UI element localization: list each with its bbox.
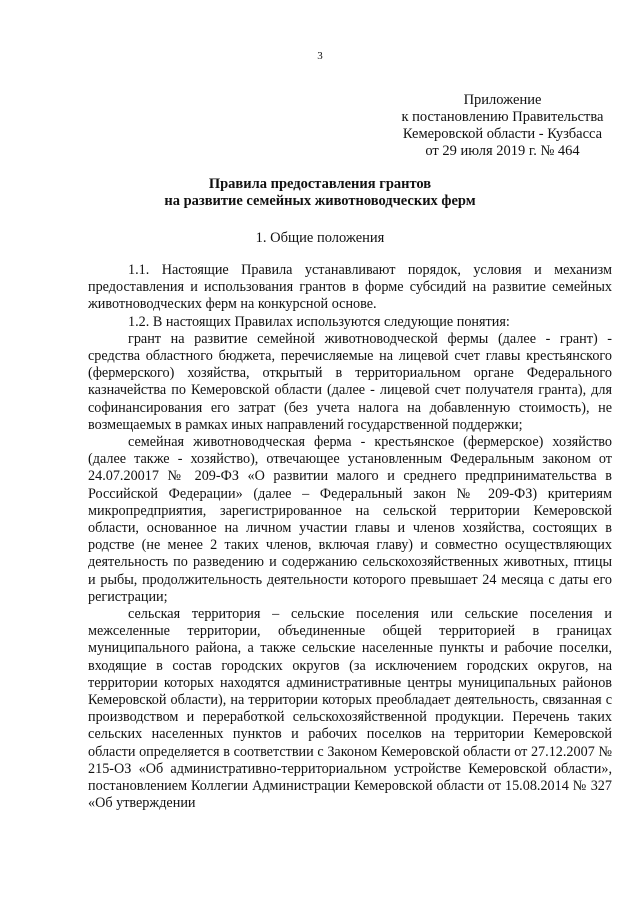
paragraph: сельская территория – сельские поселения или сельские поселения и межселенные территории, объединенные общей территорией в границах муниципального района, а также сельские населенные пункты и рабочие поселки, входящие в состав городских округов (за исключением городских округов, на территории которых находятся административные центры муниципальных районов Кемеровской области), на территории которых преобладает деятельность, связанная с производством и переработкой сельскохозяйственной продукции. Перечень таких сельских населенных пунктов и рабочих поселков на территории Кемеровской области определяется в соответствии с Законом Кемеровской области от 27.12.2007 № 215-ОЗ «Об административно-территориальном устройстве Кемеровской области», постановлением Коллегии Администрации Кемеровской области от 15.08.2014 № 327 «Об утверждении xyxy=(88,606,612,812)
paragraph: 1.1. Настоящие Правила устанавливают порядок, условия и механизм предоставления и использования грантов в форме субсидий на развитие семейных животноводческих ферм на конкурсной основе. xyxy=(88,262,612,313)
appendix-line: от 29 июля 2019 г. № 464 xyxy=(425,143,580,159)
appendix-line: Кемеровской области - Кузбасса xyxy=(402,126,603,142)
appendix-line: Приложение xyxy=(463,92,542,108)
document-title xyxy=(0,176,640,210)
appendix-block xyxy=(380,92,625,160)
title-line: на развитие семейных животноводческих ферм xyxy=(164,193,476,209)
appendix-line: к постановлению Правительства xyxy=(401,109,604,125)
section-heading: 1. Общие положения xyxy=(255,230,385,246)
paragraph: семейная животноводческая ферма - крестьянское (фермерское) хозяйство (далее также - хозяйство), отвечающее установленным Федеральным законом от 24.07.20017 № 209-ФЗ «О развитии малого и среднего предпринимательства в Российской Федерации» (далее – Федеральный закон № 209-ФЗ) критериям микропредприятия, зарегистрированное на сельской территории Кемеровской области, основанное на личном участии главы и членов хозяйства, состоящих в родстве (не менее 2 таких членов, включая главу) и совместно осуществляющих деятельность по разведению и содержанию сельскохозяйственных животных, птицы и рыбы, продолжительность деятельности которого превышает 24 месяца с даты его регистрации; xyxy=(88,434,612,605)
paragraph: грант на развитие семейной животноводческой фермы (далее - грант) - средства областного бюджета, перечисляемые на лицевой счет главы крестьянского (фермерского) хозяйства, открытый в территориальном органе Федерального казначейства по Кемеровской области (далее - лицевой счет получателя гранта), для софинансирования его затрат (без учета налога на добавленную стоимость), не возмещаемых в рамках иных направлений государственной поддержки; xyxy=(88,330,612,433)
paragraph: 1.2. В настоящих Правилах используются следующие понятия: xyxy=(128,313,510,330)
document-body xyxy=(88,262,612,813)
page-number: 3 xyxy=(317,50,323,62)
title-line: Правила предоставления грантов xyxy=(208,176,432,192)
